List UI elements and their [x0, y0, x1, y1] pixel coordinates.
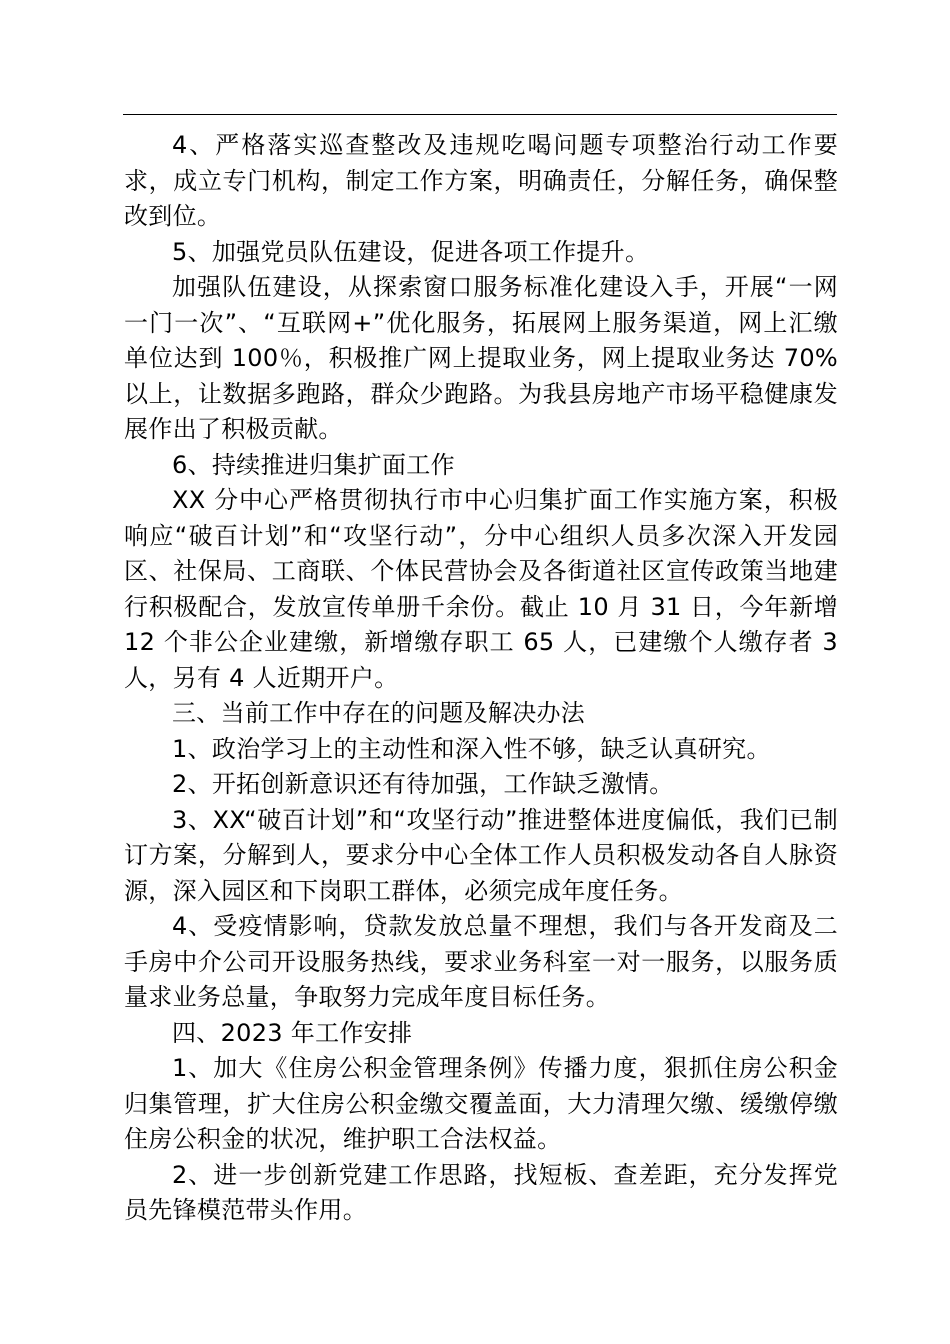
paragraph-plan-1: 1、加大《住房公积金管理条例》传播力度，狠抓住房公积金归集管理，扩大住房公积金缴交覆盖面，大力清理欠缴、缓缴停缴住房公积金的状况，维护职工合法权益。 [124, 1054, 838, 1153]
paragraph-item-5-heading: 5、加强党员队伍建设，促进各项工作提升。 [172, 237, 650, 266]
section-heading-problems: 三、当前工作中存在的问题及解决办法 [172, 699, 586, 727]
paragraph-plan-2: 2、进一步创新党建工作思路，找短板、查差距，充分发挥党员先锋模范带头作用。 [124, 1160, 838, 1224]
paragraph-problem-3: 3、XX“破百计划”和“攻坚行动”推进整体进度偏低，我们已制订方案，分解到人，要求分中心全体工作人员积极发动各自人脉资源，深入园区和下岗职工群体，必须完成年度任务。 [124, 805, 838, 905]
paragraph-team-building: 加强队伍建设，从探索窗口服务标准化建设入手，开展“一网一门一次”、“互联网+”优化服务，拓展网上服务渠道，网上汇缴单位达到 100％，积极推广网上提取业务，网上提取业务达 70%以上，让数据多跑路，群众少跑路。为我县房地产市场平稳健康发展作出了积极贡献。 [124, 273, 838, 443]
paragraph-item-6-heading: 6、持续推进归集扩面工作 [172, 450, 455, 479]
header-rule [123, 114, 837, 115]
paragraph-problem-2: 2、开拓创新意识还有待加强，工作缺乏激情。 [172, 770, 674, 798]
section-heading-2023-plan: 四、2023 年工作安排 [172, 1018, 413, 1047]
paragraph-problem-1: 1、政治学习上的主动性和深入性不够，缺乏认真研究。 [172, 734, 771, 763]
paragraph-problem-4: 4、受疫情影响，贷款发放总量不理想，我们与各开发商及二手房中介公司开设服务热线，要求业务科室一对一服务，以服务质量求业务总量，争取努力完成年度目标任务。 [124, 912, 838, 1011]
document-body [124, 128, 838, 1229]
paragraph-item-4-rectification: 4、严格落实巡查整改及违规吃喝问题专项整治行动工作要求，成立专门机构，制定工作方案，明确责任，分解任务，确保整改到位。 [124, 131, 838, 230]
paragraph-collection-expansion: XX 分中心严格贯彻执行市中心归集扩面工作实施方案，积极响应“破百计划”和“攻坚行动”，分中心组织人员多次深入开发园区、社保局、工商联、个体民营协会及各街道社区宣传政策当地建行积极配合，发放宣传单册千余份。截止 10 月 31 日，今年新增 12 个非公企业建缴，新增缴存职工 65 人，已建缴个人缴存者 3 人，另有 4 人近期开户。 [124, 486, 838, 692]
